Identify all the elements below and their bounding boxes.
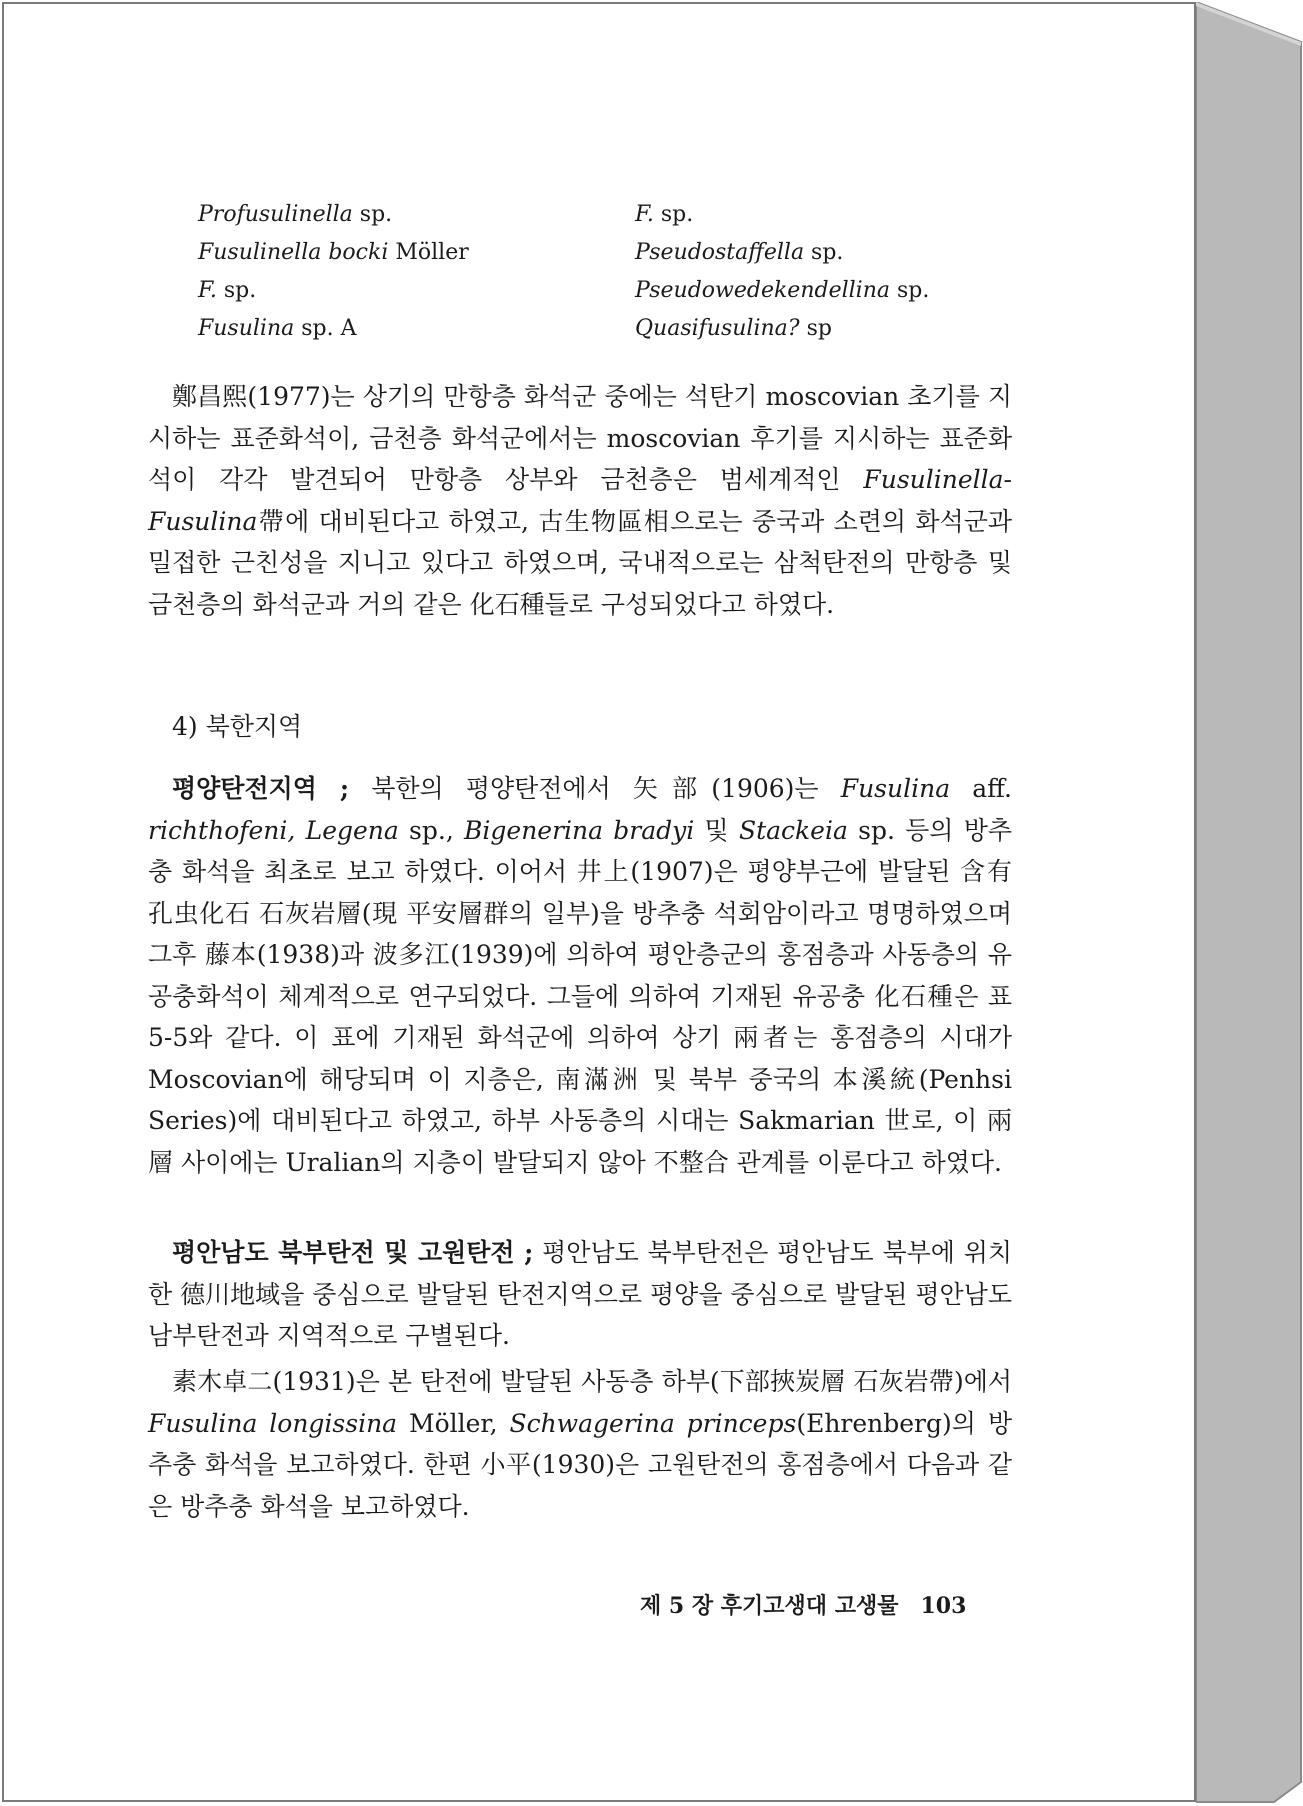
section-heading: 4) 북한지역 bbox=[172, 712, 303, 741]
page-number: 103 bbox=[920, 1593, 967, 1619]
fossil-item: Profusulinella sp. bbox=[198, 202, 393, 227]
fossil-item: Pseudowedekendellina sp. bbox=[635, 278, 930, 303]
paragraph-south-pyongan-north: 평안남도 북부탄전 및 고원탄전 ; 평안남도 북부탄전은 평안남도 북부에 위치한 德川地域을 중심으로 발달된 탄전지역으로 평양을 중심으로 발달된 평안남도 남부탄전과 지역적으로 구별된다. bbox=[148, 1238, 1012, 1350]
fossil-item: Pseudostaffella sp. bbox=[635, 240, 844, 265]
fossil-item: Fusulina sp. A bbox=[198, 316, 357, 341]
page-footer bbox=[640, 1590, 980, 1622]
fossil-item: F. sp. bbox=[198, 278, 257, 303]
fossil-item: F. sp. bbox=[635, 202, 694, 227]
paragraph-pyongyang-coalfield: 평양탄전지역 ; 북한의 평양탄전에서 矢部(1906)는 Fusulina aff. richthofeni, Legena sp., Bigenerina bradyi 및 Stackeia sp. 등의 방추충 화석을 최초로 보고 하였다. 이어서 井上(1907)은 평양부근에 발달된 含有孔虫化石 石灰岩層(現 平安層群의 일부)을 방추충 석회암이라고 명명하였으며 그후 藤本(1938)과 波多江(1939)에 의하여 평안층군의 홍점층과 사동층의 유공충화석이 체계적으로 연구되었다. 그들에 의하여 기재된 유공충 化石種은 표 5-5와 같다. 이 표에 기재된 화석군에 의하여 상기 兩者는 홍점층의 시대가 Moscovian에 해당되며 이 지층은, 南滿洲 및 북부 중국의 本溪統(Penhsi Series)에 대비된다고 하였고, 하부 사동층의 시대는 Sakmarian 世로, 이 兩層 사이에는 Uralian의 지층이 발달되지 않아 不整合 관계를 이룬다고 하였다. bbox=[148, 774, 1012, 1177]
fossil-item: Fusulinella bocki Möller bbox=[198, 240, 469, 265]
paragraph-chung-1977: 鄭昌熙(1977)는 상기의 만항층 화석군 중에는 석탄기 moscovian 초기를 지시하는 표준화석이, 금천층 화석군에서는 moscovian 후기를 지시하는 표준화석이 각각 발견되어 만항층 상부와 금천층은 범세계적인 Fusulinella-Fusulina帶에 대비된다고 하였고, 古生物區相으로는 중국과 소련의 화석군과 밀접한 근친성을 지니고 있다고 하였으며, 국내적으로는 삼척탄전의 만항층 및 금천층의 화석군과 거의 같은 化石種들로 구성되었다고 하였다. bbox=[148, 382, 1012, 619]
fossil-item: Quasifusulina? sp bbox=[635, 316, 832, 341]
fossil-species-list bbox=[198, 199, 1058, 345]
chapter-title: 제 5 장 후기고생대 고생물 bbox=[640, 1593, 899, 1619]
paragraph-shiraki-1931: 素木卓二(1931)은 본 탄전에 발달된 사동층 하부(下部挾炭層 石灰岩帶)에서 Fusulina longissina Möller, Schwagerina princeps(Ehrenberg)의 방추충 화석을 보고하였다. 한편 小平(1930)은 고원탄전의 홍점층에서 다음과 같은 방추충 화석을 보고하였다. bbox=[148, 1367, 1012, 1521]
